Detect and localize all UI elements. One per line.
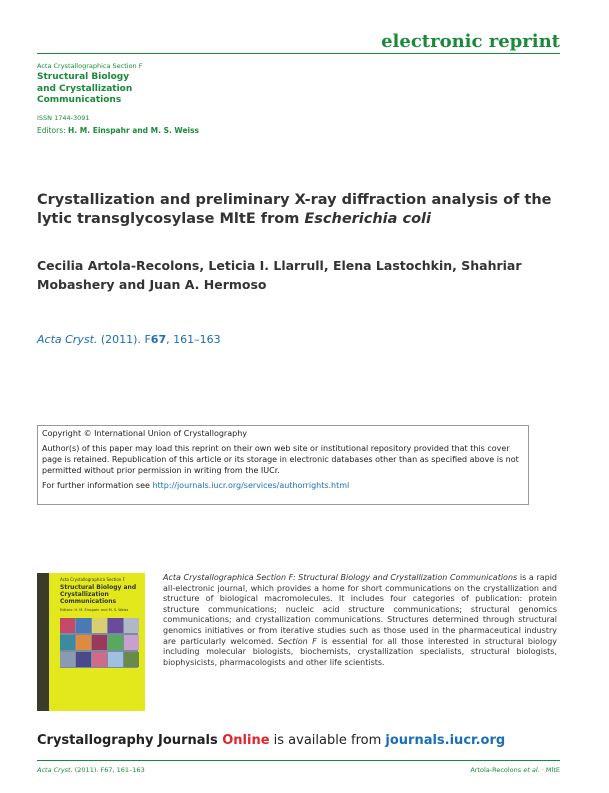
journal-title-line: and Crystallization	[37, 83, 133, 94]
citation-pages: , 161–163	[166, 333, 221, 346]
description-section: Section F	[278, 636, 317, 646]
editors-names: H. M. Einspahr and M. S. Weiss	[68, 126, 200, 135]
footline-part1: Crystallography Journals	[37, 733, 223, 748]
journal-cover-image	[37, 573, 145, 711]
footline-online: Online	[222, 733, 270, 748]
description-lead: Acta Crystallographica Section F: Structural Biology and Crystallization Communications	[163, 573, 518, 582]
description-body-1: is a rapid all-electronic journal, which provides a home for short communications on the crystallization and structure of biological macromolecules. It includes four categories of publication: protein structure communications; nucleic acid structure communications; structural genomics communications; and crystallization communications. Structures determined through structural genomics initiatives or from iterative studies such as those used in the pharmaceutical industry are particularly welcomed.	[163, 573, 557, 646]
article-citation[interactable]	[37, 333, 221, 346]
editors-label: Editors:	[37, 126, 66, 135]
journal-description	[163, 573, 557, 668]
copyright-info	[42, 480, 528, 491]
copyright-line: Copyright © International Union of Crystallography	[42, 429, 247, 438]
description-body-2: is essential for all those interested in structural biology including molecular biologists, biochemists, crystallization specialists, structural biologists, biophysicists, pharmacologists and other life scientists.	[163, 636, 558, 667]
footer-running-head	[470, 766, 560, 774]
header-rule	[37, 53, 560, 54]
copyright-info-prefix: For further information see	[42, 481, 153, 490]
journal-editors	[37, 126, 199, 135]
cover-spine	[37, 573, 49, 711]
article-title	[37, 191, 557, 229]
journals-online-line	[37, 733, 505, 748]
cover-header: Acta Crystallographica Section F	[60, 577, 125, 582]
article-authors: Cecilia Artola-Recolons, Leticia I. Llarrull, Elena Lastochkin, Shahriar Mobashery and Juan A. Hermoso	[37, 258, 522, 292]
cover-title: Structural Biology and Crystallization Communications	[60, 584, 137, 605]
journal-title-line: Structural Biology	[37, 72, 130, 82]
footer-short-title: · MltE	[539, 766, 560, 774]
footer-author: Artola-Recolons	[470, 766, 524, 774]
cover-editors: Editors: H. M. Einspahr and M. S. Weiss	[60, 608, 129, 612]
footer-citation-rest: (2011). F67, 161–163	[72, 766, 145, 774]
footer-citation-journal: Acta Cryst.	[37, 766, 73, 774]
journal-title-line: Communications	[37, 95, 122, 105]
electronic-reprint-banner: electronic reprint	[381, 31, 560, 52]
journal-section: Acta Crystallographica Section F	[37, 62, 143, 70]
citation-journal: Acta Cryst.	[37, 333, 98, 346]
copyright-notice: Author(s) of this paper may load this reprint on their own web site or institutional repository provided that this cover page is retained. Republication of this article or its storage in electronic databases other than as specified above is not permitted without prior permission in writing from the IUCr.	[42, 444, 519, 475]
journal-issn: ISSN 1744-3091	[37, 114, 90, 122]
citation-volume: 67	[150, 333, 167, 346]
footer-citation	[37, 766, 145, 774]
footer-etal: et al.	[523, 766, 540, 774]
journal-title	[37, 72, 132, 107]
article-title-species: Escherichia coli	[304, 211, 431, 227]
cover-mosaic	[60, 618, 138, 668]
article-title-main: Crystallization and preliminary X-ray diffraction analysis of the lytic transglycosylase MltE from	[37, 192, 552, 227]
citation-year: (2011). F	[97, 333, 151, 346]
footer-rule	[37, 760, 560, 761]
footline-part2: is available from	[269, 733, 386, 748]
footline-site-link[interactable]: journals.iucr.org	[385, 733, 506, 748]
copyright-box	[37, 425, 529, 505]
authorrights-link[interactable]: http://journals.iucr.org/services/authorrights.html	[152, 481, 350, 490]
